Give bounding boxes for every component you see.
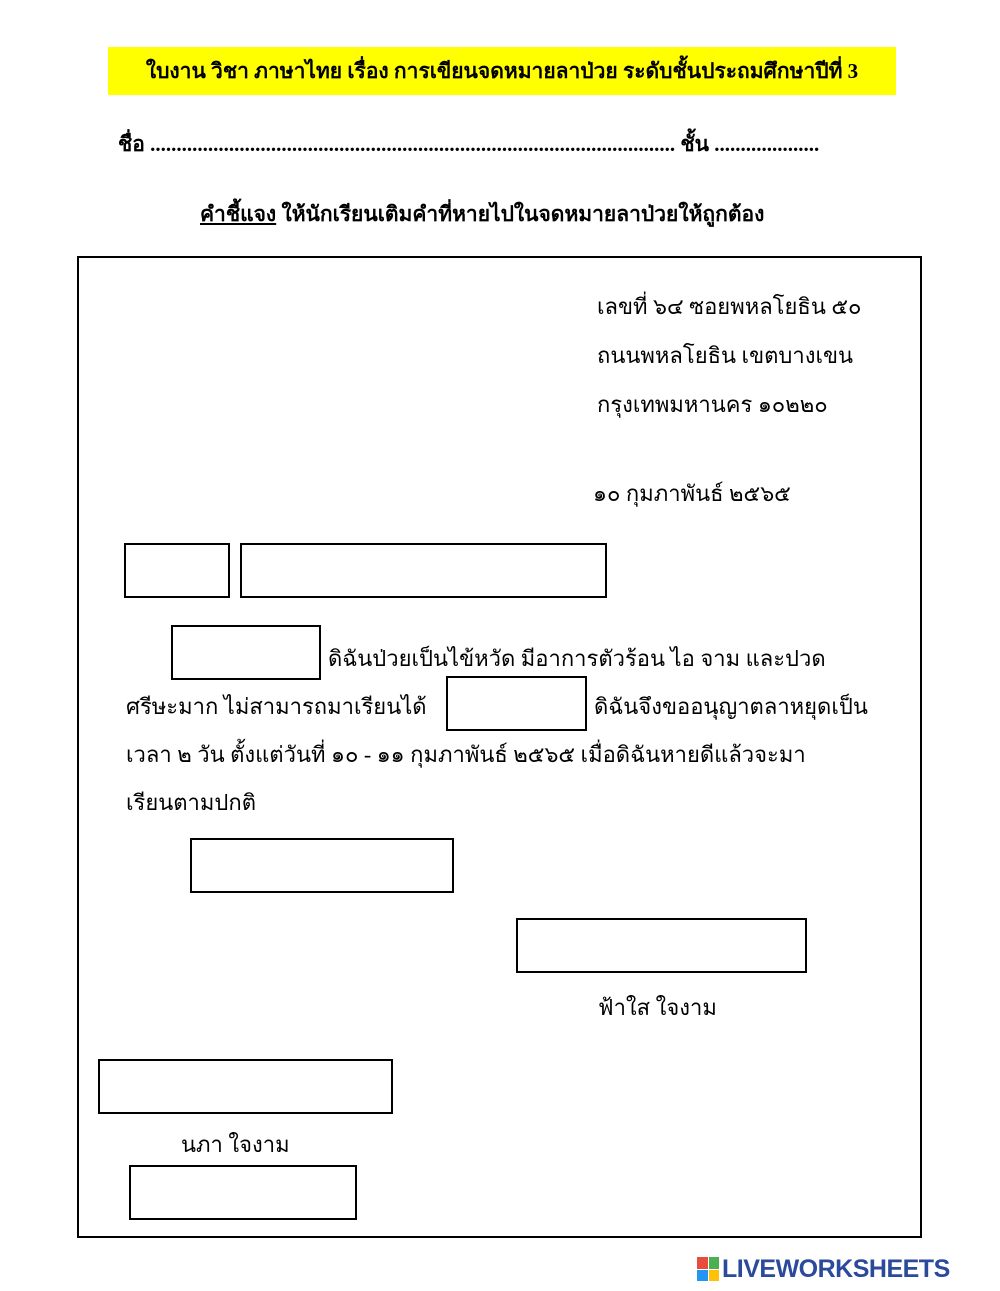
signature-blank[interactable] <box>516 918 807 973</box>
instruction-label: คำชี้แจง <box>200 202 277 226</box>
name-class-line <box>118 128 888 161</box>
logo-square-2 <box>709 1257 720 1269</box>
name-dots: .................................................................................................... <box>150 132 676 156</box>
instruction-line <box>200 198 850 231</box>
body-line-3: เวลา ๒ วัน ตั้งแต่วันที่ ๑๐ - ๑๑ กุมภาพันธ์ ๒๕๖๕ เมื่อดิฉันหายดีแล้วจะมา <box>126 742 806 767</box>
body-line-1: ดิฉันป่วยเป็นไข้หวัด มีอาการตัวร้อน ไอ จาม และปวด <box>328 646 826 671</box>
liveworksheets-brand <box>697 1254 950 1284</box>
logo-square-1 <box>697 1257 708 1269</box>
class-dots: .................... <box>714 132 820 156</box>
body-line-2b: ดิฉันจึงขออนุญาตลาหยุดเป็น <box>594 694 868 719</box>
instruction-text: ให้นักเรียนเติมคำที่หายไปในจดหมายลาป่วยให้ถูกต้อง <box>276 202 765 226</box>
guardian-name: นภา ใจงาม <box>181 1132 290 1157</box>
name-label: ชื่อ <box>118 132 145 156</box>
recipient-blank[interactable] <box>240 543 607 598</box>
letter-date: ๑๐ กุมภาพันธ์ ๒๕๖๕ <box>593 481 791 506</box>
logo-square-3 <box>697 1270 708 1282</box>
liveworksheets-logo-icon <box>697 1257 719 1281</box>
reason-blank[interactable] <box>446 676 587 731</box>
address-line-1: เลขที่ ๖๔ ซอยพหลโยธิน ๕๐ <box>597 294 862 319</box>
address-line-2: ถนนพหลโยธิน เขตบางเขน <box>597 343 854 368</box>
brand-text: LIVEWORKSHEETS <box>722 1254 950 1283</box>
opening-blank[interactable] <box>171 625 321 680</box>
guardian-signature-blank[interactable] <box>98 1059 393 1114</box>
signer-name: ฟ้าใส ใจงาม <box>598 995 717 1020</box>
guardian-role-blank[interactable] <box>129 1165 357 1220</box>
title-banner <box>108 47 896 95</box>
salutation-blank[interactable] <box>124 543 230 598</box>
body-line-4: เรียนตามปกติ <box>126 790 256 815</box>
worksheet-title: ใบงาน วิชา ภาษาไทย เรื่อง การเขียนจดหมายลาป่วย ระดับชั้นประถมศึกษาปีที่ 3 <box>145 58 859 83</box>
logo-square-4 <box>709 1270 720 1282</box>
address-line-3: กรุงเทพมหานคร ๑๐๒๒๐ <box>597 392 828 417</box>
class-label: ชั้น <box>680 132 709 156</box>
body-line-2a: ศรีษะมาก ไม่สามารถมาเรียนได้ <box>126 694 427 719</box>
closing-blank[interactable] <box>190 838 454 893</box>
